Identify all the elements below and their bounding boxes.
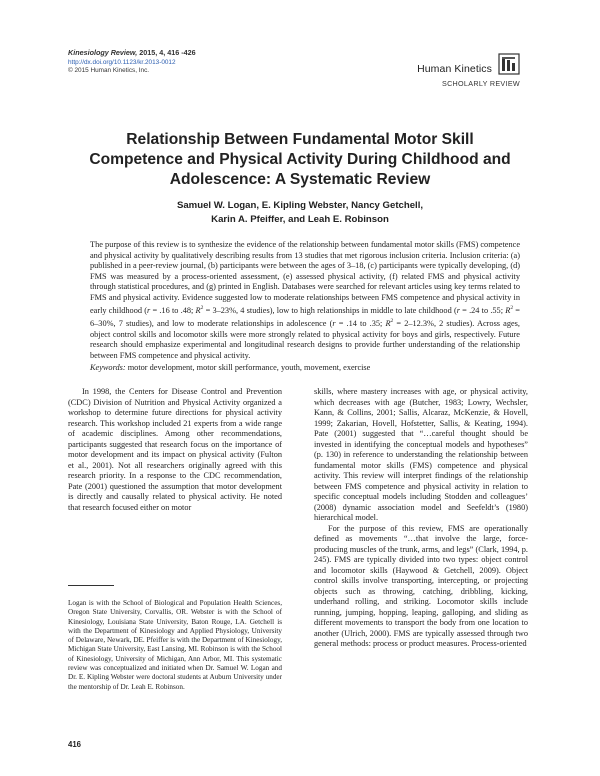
body-paragraph: In 1998, the Centers for Disease Control and Prevention (CDC) Division of Nutrition and Physical Activity organized a workshop to determine future directions for physical activity research. This workshop included 21 experts from a wide range of academic disciplines. Among other recommendations, participants suggested that research focus on the importance of motor development and its impact on physical activity (Fulton et al., 2001). Not all researchers originally agreed with this research priority. In a response to the CDC recommendation, Pate (2001) questioned the assumption that motor development is directly and causally related to physical activity. He noted that research focused either on motor <box>68 387 282 512</box>
authors-line: Samuel W. Logan, E. Kipling Webster, Nancy Getchell, <box>176 200 424 211</box>
article-type-label: SCHOLARLY REVIEW <box>441 79 520 88</box>
article-title: Relationship Between Fundamental Motor Skill Competence and Physical Activity During Childhood and Adolescence: A Systematic Review <box>89 131 511 188</box>
author-affiliations-footnote: Logan is with the School of Biological and Population Health Sciences, Oregon State University, Corvallis, OR. Webster is with the School of Kinesiology, Louisiana State University, Baton Rouge, LA. Getchell is with the Department of Kinesiology and Applied Physiology, University of Delaware, Newark, DE. Pfeiffer is with the Department of Kinesiology, Michigan State University, East Lansing, MI. Robinson is with the School of Kinesiology, University of Michigan, Ann Arbor, MI. This systematic review was conceptualized and initiated when Dr. Samuel W. Logan and Dr. E. Kipling Webster were doctoral students at Auburn University under the mentorship of Dr. Leah E. Robinson. <box>68 599 282 691</box>
body-paragraph: skills, where mastery increases with age, or physical activity, which decreases with age (Butcher, 1983; Lowry, Wechsler, Kann, & Collins, 2001; Sallis, Alcaraz, McKenzie, & Hovell, 1999; Zakarian, Hovell, Hofstetter, Sallis, & Keating, 1994). Pate (2001) suggested that “…careful thought should be invested in identifying the conceptual models and hypotheses” (p. 130) in reference to understanding the relationship between fundamental motor skills (FMS) competence and physical activity. This review will interpret findings of the relationship between FMS competence and physical activity in relation to specific conceptual models including Stodden and colleagues’ (2008) dynamic association model and Seefeldt’s (1980) hierarchical model. <box>314 387 528 522</box>
doi-link[interactable]: http://dx.doi.org/10.1123/kr.2013-0012 <box>68 58 176 66</box>
journal-info <box>68 49 196 76</box>
journal-name: Kinesiology Review, <box>68 48 138 57</box>
body-column-left <box>68 387 282 513</box>
page-number: 416 <box>68 740 82 749</box>
abstract: The purpose of this review is to synthesize the evidence of the relationship between fundamental motor skills (FMS) competence and physical activity by qualitatively describing results from 13 studies that met rigorous inclusion criteria. Inclusion criteria: (a) published in a peer-review journal, (b) participants were between the ages of 3–18, (c) participants were typically developing, (d) FMS was measured by a process-oriented assessment, (e) assessed physical activity, (f) related FMS and physical activity through statistical procedures, and (g) printed in English. Databases were searched for relevant articles using key terms related to FMS and physical activity. Evidence suggested low to moderate relationships between FMS competence and physical activity in early childhood (r = .16 to .48; $R^2 = 3-23\%$, 4 studies), low to high relationships in middle to late childhood (r = .24 to .55; $R^2 = 6-30\%$, 7 studies), and low to moderate relationships in adolescence (r = .14 to .35; $R^2 = 2-12.3\%$, 2 studies). Across ages, object control skills and locomotor skills were more strongly related to physical activity for boys and girls, respectively. Future research should emphasize experimental and longitudinal research designs to provide further understanding of the relationship between FMS competence and physical activity. <box>90 240 520 360</box>
body-paragraph: For the purpose of this review, FMS are operationally defined as movements “…that involve the large, force-producing muscles of the trunk, arms, and legs” (Clark, 1994, p. 245). FMS are typically divided into two types: object control and locomotor skills (Haywood & Getchell, 2009). Object control skills involve transporting, intercepting, or projecting objects such as throwing, catching, dribbling, kicking, underhand rolling, and striking. Locomotor skills include running, jumping, hopping, leaping, galloping, and sliding as different movements to transport the body from one location to another (Ulrich, 2000). FMS are typically assessed through two general methods: process or product measures. Process-oriented <box>314 523 528 648</box>
journal-citation <box>68 49 196 59</box>
keywords-list: motor development, motor skill performance, youth, movement, exercise <box>125 363 371 372</box>
keywords-label: Keywords: <box>90 363 126 372</box>
authors <box>100 199 500 227</box>
journal-volume-pages: 2015, 4, 416 -426 <box>137 48 196 57</box>
footnote-divider <box>68 585 114 586</box>
human-kinetics-logo-icon <box>498 53 520 75</box>
copyright: © 2015 Human Kinetics, Inc. <box>68 67 150 75</box>
publisher-block <box>417 53 520 88</box>
authors-line: Karin A. Pfeiffer, and Leah E. Robinson <box>211 214 389 225</box>
body-column-right <box>314 387 528 650</box>
publisher-name: Human Kinetics <box>417 63 492 75</box>
keywords <box>90 363 520 374</box>
